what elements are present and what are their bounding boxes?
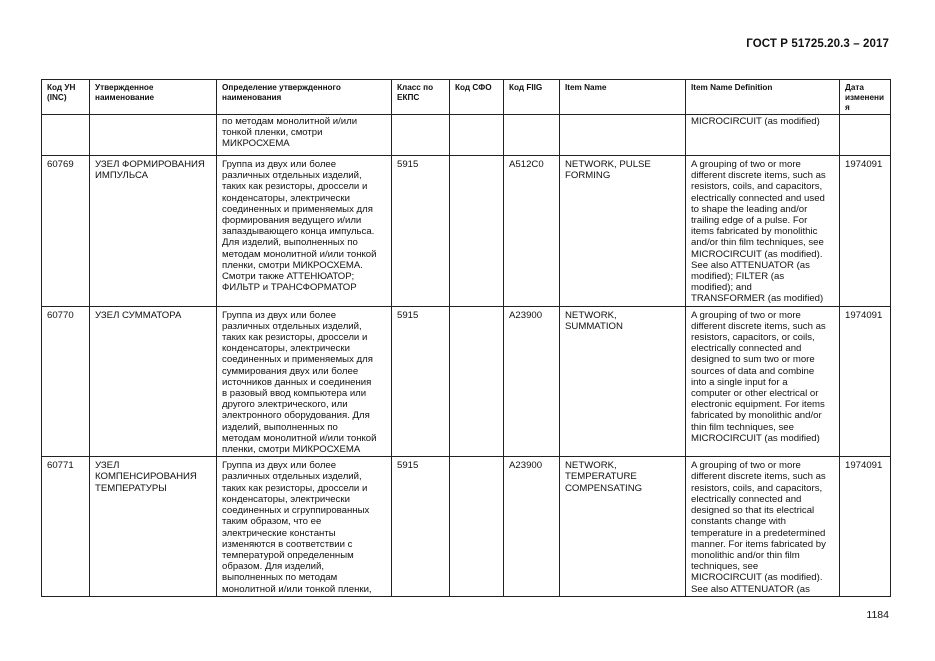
cell-approved-name: УЗЕЛ КОМПЕНСИРОВАНИЯ ТЕМПЕРАТУРЫ <box>90 457 217 596</box>
cell-inc: 60770 <box>42 306 90 457</box>
cell-definition: Группа из двух или более различных отдельных изделий, таких как резисторы, дроссели и конденсаторы, электрически соединенных и сгруппированных таким образом, что ее электрические константы изменяются в соответствии с температурой определенным образом. Для изделий, выполненных по методам монолитной и/или тонкой пленки, <box>217 457 392 596</box>
cell-inc: 60771 <box>42 457 90 596</box>
table-row <box>42 306 891 457</box>
cell-sfo-code <box>450 115 504 156</box>
column-header-ekps-class: Класс по ЕКПС <box>392 80 450 115</box>
cell-item-name-definition: MICROCIRCUIT (as modified) <box>686 115 840 156</box>
column-header-change-date: Дата изменения <box>840 80 891 115</box>
cell-definition: по методам монолитной и/или тонкой пленки, смотри МИКРОСХЕМА <box>217 115 392 156</box>
cell-fiig-code: A23900 <box>504 457 560 596</box>
cell-item-name: NETWORK, PULSE FORMING <box>560 156 686 307</box>
cell-item-name <box>560 115 686 156</box>
cell-item-name-definition: A grouping of two or more different discrete items, such as resistors, coils, and capacitors, electrically connected and designed so that its electrical constants change with temperature in a predetermined manner. For items fabricated by monolithic and/or thin film techniques, see MICROCIRCUIT (as modified). See also ATTENUATOR (as <box>686 457 840 596</box>
catalog-table <box>41 79 891 597</box>
column-header-definition: Определение утвержденного наименования <box>217 80 392 115</box>
cell-approved-name: УЗЕЛ СУММАТОРА <box>90 306 217 457</box>
cell-approved-name: УЗЕЛ ФОРМИРОВАНИЯ ИМПУЛЬСА <box>90 156 217 307</box>
cell-definition: Группа из двух или более различных отдельных изделий, таких как резисторы, дроссели и конденсаторы, электрически соединенных и применяемых для суммирования двух или более источников данных и соединения в разовый ввод компьютера или другого электрического, или электронного оборудования. Для изделий, выполненных по методам монолитной и/или тонкой пленки, смотри МИКРОСХЕМА <box>217 306 392 457</box>
cell-inc <box>42 115 90 156</box>
column-header-inc: Код УН (INC) <box>42 80 90 115</box>
column-header-approved-name: Утвержденное наименование <box>90 80 217 115</box>
cell-item-name-definition: A grouping of two or more different discrete items, such as resistors, coils, and capacitors, electrically connected and used to shape the leading and/or trailing edge of a pulse. For items fabricated by monolithic and/or thin film techniques, see MICROCIRCUIT (as modified). See also ATTENUATOR (as modified); FILTER (as modified); and TRANSFORMER (as modified) <box>686 156 840 307</box>
cell-change-date <box>840 115 891 156</box>
column-header-item-name-definition: Item Name Definition <box>686 80 840 115</box>
page-number: 1184 <box>866 609 889 621</box>
column-header-item-name: Item Name <box>560 80 686 115</box>
cell-fiig-code <box>504 115 560 156</box>
cell-item-name: NETWORK, TEMPERATURE COMPENSATING <box>560 457 686 596</box>
cell-inc: 60769 <box>42 156 90 307</box>
cell-ekps-class: 5915 <box>392 156 450 307</box>
cell-sfo-code <box>450 156 504 307</box>
cell-sfo-code <box>450 306 504 457</box>
cell-ekps-class <box>392 115 450 156</box>
cell-item-name: NETWORK, SUMMATION <box>560 306 686 457</box>
cell-ekps-class: 5915 <box>392 457 450 596</box>
cell-approved-name <box>90 115 217 156</box>
cell-fiig-code: A512C0 <box>504 156 560 307</box>
cell-item-name-definition: A grouping of two or more different discrete items, such as resistors, capacitors, or coils, electrically connected and designed to sum two or more sources of data and combine into a single input for a computer or other electrical or electronic equipment. For items fabricated by monolithic and/or thin film techniques, see MICROCIRCUIT (as modified) <box>686 306 840 457</box>
cell-change-date: 1974091 <box>840 156 891 307</box>
cell-definition: Группа из двух или более различных отдельных изделий, таких как резисторы, дроссели и конденсаторы, электрически соединенных и применяемых для формирования ведущего и/или запаздывающего конца импульса. Для изделий, выполненных по методам монолитной и/или тонкой пленки, смотри МИКРОСХЕМА. Смотри также АТТЕНЮАТОР; ФИЛЬТР и ТРАНСФОРМАТОР <box>217 156 392 307</box>
column-header-sfo-code: Код СФО <box>450 80 504 115</box>
table-header-row <box>42 80 891 115</box>
table-row <box>42 115 891 156</box>
column-header-fiig-code: Код FIIG <box>504 80 560 115</box>
table-row <box>42 156 891 307</box>
cell-fiig-code: A23900 <box>504 306 560 457</box>
cell-change-date: 1974091 <box>840 306 891 457</box>
cell-change-date: 1974091 <box>840 457 891 596</box>
table-row <box>42 457 891 596</box>
cell-sfo-code <box>450 457 504 596</box>
document-header: ГОСТ Р 51725.20.3 – 2017 <box>746 38 889 50</box>
cell-ekps-class: 5915 <box>392 306 450 457</box>
